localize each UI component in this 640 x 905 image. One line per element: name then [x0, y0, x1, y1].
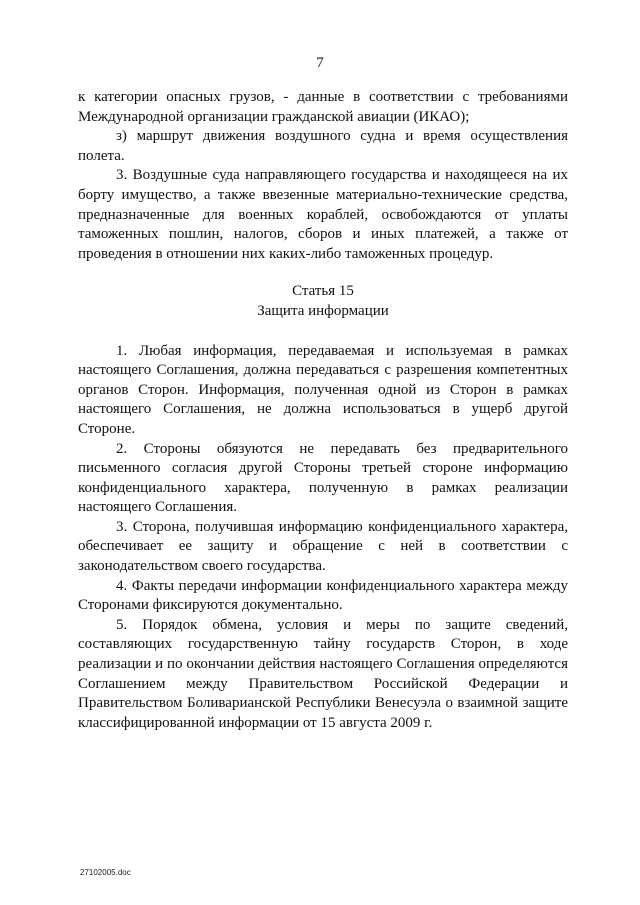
paragraph-item-z-flight-route: з) маршрут движения воздушного судна и время осуществления полета. — [78, 128, 568, 164]
article-paragraph-5: 5. Порядок обмена, условия и меры по защите сведений, составляющих государственную тайну государств Сторон, в ходе реализации и по окончании действия настоящего Соглашения определяются Соглашением между Правительством Российской Федерации и Правительством Боливарианской Республики Венесуэла о взаимной защите классифицированной информации от 15 августа 2009 г. — [78, 616, 568, 731]
article-paragraph-4: 4. Факты передачи информации конфиденциального характера между Сторонами фиксируются документально. — [78, 577, 568, 614]
article-paragraph-1: 1. Любая информация, передаваемая и используемая в рамках настоящего Соглашения, должна передаваться с разрешения компетентных органов Сторон. Информация, полученная одной из Сторон в рамках настоящего Соглашения, не должна использоваться в ущерб другой Стороне. — [78, 342, 568, 437]
article-paragraph-2: 2. Стороны обязуются не передавать без предварительного письменного согласия другой Стороны третьей стороне информацию конфиденциального характера, полученную в рамках реализации настоящего Соглашения. — [78, 440, 568, 516]
article-paragraph-3: 3. Сторона, получившая информацию конфиденциального характера, обеспечивает ее защиту и обращение с ней в соответствии с законодательством своего государства. — [78, 518, 568, 575]
page-number: 7 — [316, 55, 324, 71]
document-body — [78, 88, 568, 733]
paragraph-continuation-hazardous-goods: к категории опасных грузов, - данные в соответствии с требованиями Международной организации гражданской авиации (ИКАО); — [78, 89, 568, 125]
footer-filename: 27102005.doc — [80, 868, 131, 877]
article-number-heading: Статья 15 — [292, 283, 354, 300]
article-title-heading: Защита информации — [257, 302, 389, 319]
paragraph-item-3-customs-exemption: 3. Воздушные суда направляющего государства и находящееся на их борту имущество, а также ввезенные материально-технические средства, предназначенные для военных кораблей, освобождаются от уплаты таможенных пошлин, налогов, сборов и иных платежей, а также от проведения в отношении них каких-либо таможенных процедур. — [78, 167, 568, 262]
